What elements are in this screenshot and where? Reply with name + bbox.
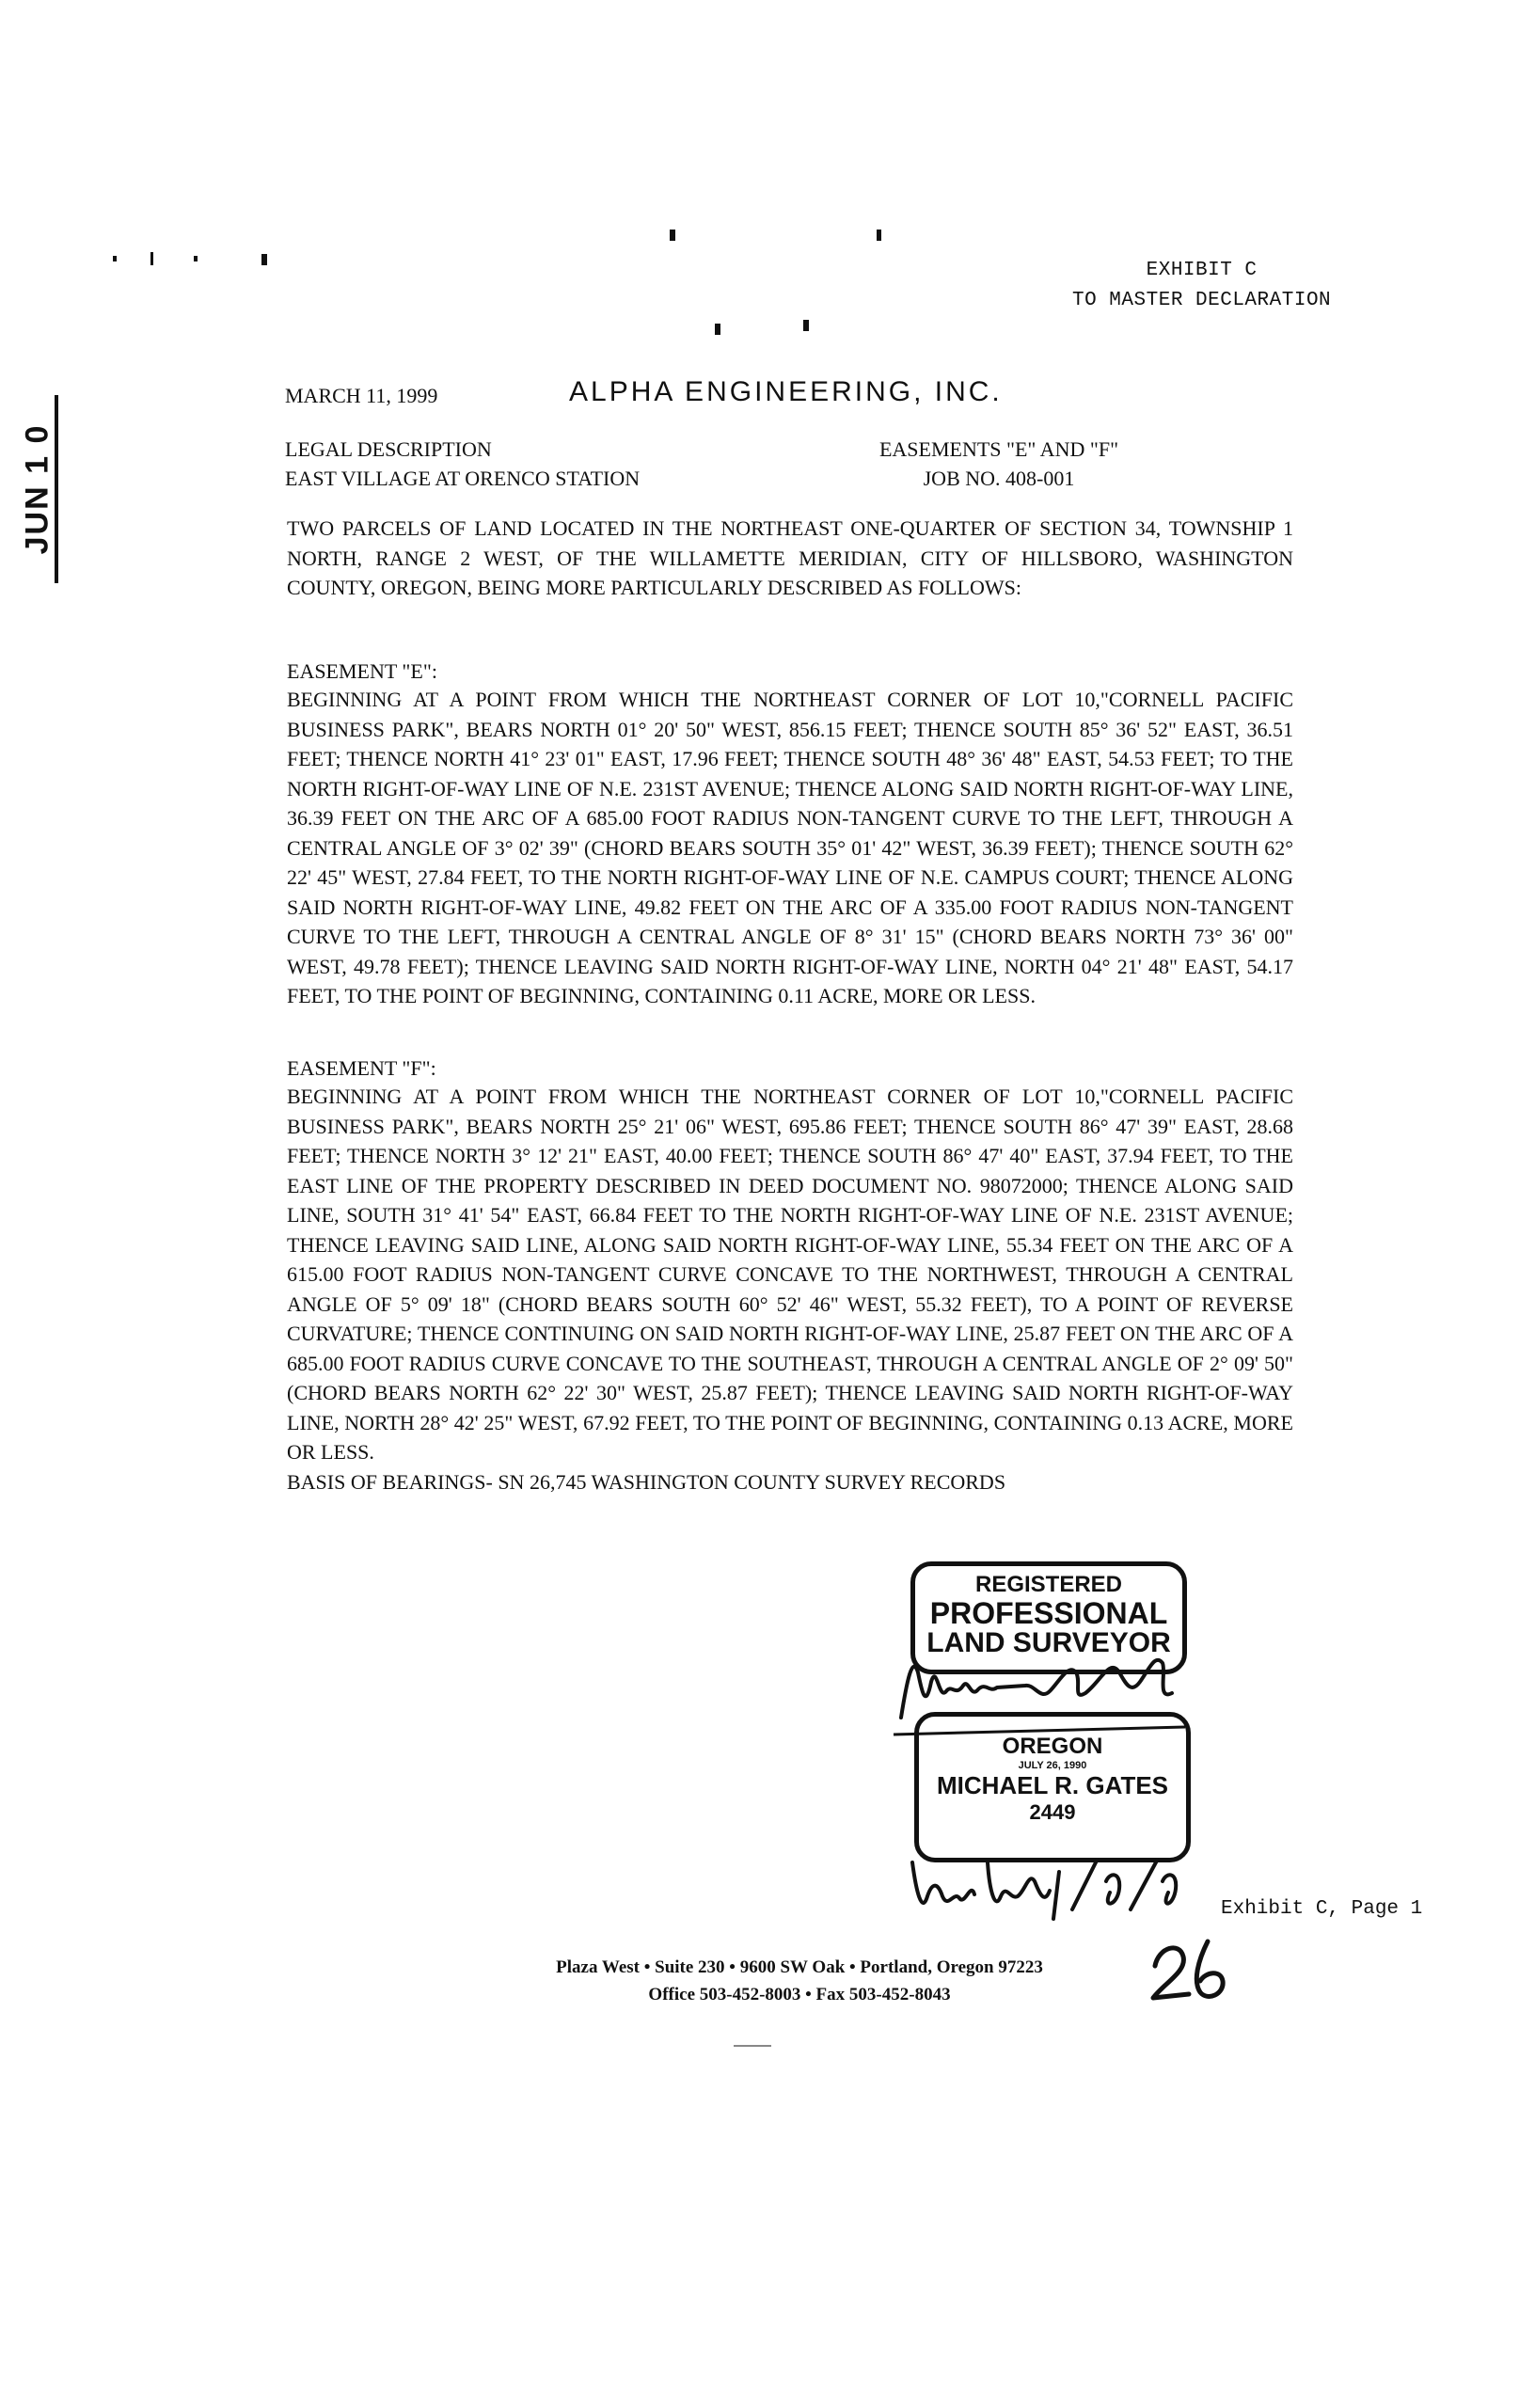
meta-right-line: JOB NO. 408-001 bbox=[923, 467, 1075, 490]
easement-job-block bbox=[844, 435, 1154, 493]
received-stamp bbox=[0, 395, 75, 583]
seal-state: OREGON bbox=[1002, 1734, 1103, 1759]
easement-e-paragraph bbox=[287, 685, 1293, 1011]
scan-speck bbox=[670, 230, 675, 241]
seal-number: 2449 bbox=[1029, 1800, 1076, 1824]
company-name: ALPHA ENGINEERING, INC. bbox=[569, 376, 1003, 407]
surveyor-signature bbox=[884, 1644, 1195, 1738]
seal-registered: REGISTERED bbox=[974, 1572, 1123, 1597]
footer-phone-line: Office 503-452-8003 • Fax 503-452-8043 bbox=[648, 1985, 951, 2004]
scan-speck bbox=[150, 252, 153, 265]
footer-address-line: Plaza West • Suite 230 • 9600 SW Oak • Portland, Oregon 97223 bbox=[556, 1957, 1043, 1977]
easement-e-heading bbox=[287, 657, 1293, 687]
scan-speck bbox=[113, 256, 117, 261]
scan-speck bbox=[194, 256, 198, 261]
intro-text: TWO PARCELS OF LAND LOCATED IN THE NORTHEAST ONE-QUARTER OF SECTION 34, TOWNSHIP 1 NORTH, RANGE 2 WEST, OF THE WILLAMETTE MERIDIAN, CITY OF HILLSBORO, WASHINGTON COUNTY, OREGON, BEING MORE PARTICULARLY DESCRIBED AS FOLLOWS: bbox=[287, 516, 1293, 599]
page-label: Exhibit C, Page 1 bbox=[1221, 1898, 1423, 1920]
received-stamp-text: JUN 1 0 bbox=[19, 423, 55, 555]
meta-left-line: LEGAL DESCRIPTION bbox=[285, 437, 492, 461]
easement-e-text: BEGINNING AT A POINT FROM WHICH THE NORTHEAST CORNER OF LOT 10,"CORNELL PACIFIC BUSINESS PARK", BEARS NORTH 01° 20' 50" WEST, 856.15 FEET; THENCE SOUTH 85° 36' 52" EAST, 36.51 FEET; THENCE NORTH 41° 23' 01" EAST, 17.96 FEET; THENCE SOUTH 48° 36' 48" EAST, 54.53 FEET; TO THE NORTH RIGHT-OF-WAY LINE OF N.E. 231ST AVENUE; THENCE ALONG SAID NORTH RIGHT-OF-WAY LINE, 36.39 FEET ON THE ARC OF A 685.00 FOOT RADIUS NON-TANGENT CURVE TO THE LEFT, THROUGH A CENTRAL ANGLE OF 3° 02' 39" (CHORD BEARS SOUTH 35° 01' 42" WEST, 36.39 FEET); THENCE SOUTH 62° 22' 45" WEST, 27.84 FEET, TO THE NORTH RIGHT-OF-WAY LINE OF N.E. CAMPUS COURT; THENCE ALONG SAID NORTH RIGHT-OF-WAY LINE, 49.82 FEET ON THE ARC OF A 335.00 FOOT RADIUS NON-TANGENT CURVE TO THE LEFT, THROUGH A CENTRAL ANGLE OF 8° 31' 15" (CHORD BEARS NORTH 73° 36' 00" WEST, 49.78 FEET); THENCE LEAVING SAID NORTH RIGHT-OF-WAY LINE, NORTH 04° 21' 48" EAST, 54.17 FEET, TO THE POINT OF BEGINNING, CONTAINING 0.11 ACRE, MORE OR LESS. bbox=[287, 688, 1293, 1007]
seal-date: JULY 26, 1990 bbox=[1018, 1760, 1087, 1771]
company-address-footer bbox=[489, 1954, 1110, 2008]
meta-right-line: EASEMENTS "E" AND "F" bbox=[878, 437, 1119, 461]
exhibit-label: EXHIBIT C bbox=[1146, 260, 1258, 281]
received-stamp-rule bbox=[55, 395, 58, 583]
basis-of-bearings bbox=[287, 1467, 1293, 1497]
exhibit-subtitle: TO MASTER DECLARATION bbox=[1072, 290, 1332, 311]
basis-text: BASIS OF BEARINGS- SN 26,745 WASHINGTON COUNTY SURVEY RECORDS bbox=[287, 1470, 1006, 1494]
valid-until-handwriting bbox=[884, 1844, 1195, 1928]
easement-e-title: EASEMENT "E": bbox=[287, 659, 437, 683]
easement-f-paragraph bbox=[287, 1082, 1293, 1467]
easement-f-text: BEGINNING AT A POINT FROM WHICH THE NORTHEAST CORNER OF LOT 10,"CORNELL PACIFIC BUSINESS PARK", BEARS NORTH 25° 21' 06" WEST, 695.86 FEET; THENCE SOUTH 86° 47' 39" EAST, 28.68 FEET; THENCE NORTH 3° 12' 21" EAST, 40.00 FEET; THENCE SOUTH 86° 47' 40" EAST, 37.94 FEET, TO THE EAST LINE OF THE PROPERTY DESCRIBED IN DEED DOCUMENT NO. 98072000; THENCE ALONG SAID LINE, SOUTH 31° 41' 54" EAST, 66.84 FEET TO THE NORTH RIGHT-OF-WAY LINE OF N.E. 231ST AVENUE; THENCE LEAVING SAID LINE, ALONG SAID NORTH RIGHT-OF-WAY LINE, 55.34 FEET ON THE ARC OF A 615.00 FOOT RADIUS NON-TANGENT CURVE CONCAVE TO THE NORTHWEST, THROUGH A CENTRAL ANGLE OF 5° 09' 18" (CHORD BEARS SOUTH 60° 52' 46" WEST, 55.32 FEET), TO A POINT OF REVERSE CURVATURE; THENCE CONTINUING ON SAID NORTH RIGHT-OF-WAY LINE, 25.87 FEET ON THE ARC OF A 685.00 FOOT RADIUS CURVE CONCAVE TO THE SOUTHEAST, THROUGH A CENTRAL ANGLE OF 2° 09' 50" (CHORD BEARS NORTH 62° 22' 30" WEST, 25.87 FEET); THENCE LEAVING SAID NORTH RIGHT-OF-WAY LINE, NORTH 28° 42' 25" WEST, 67.92 FEET, TO THE POINT OF BEGINNING, CONTAINING 0.13 ACRE, MORE OR LESS. bbox=[287, 1085, 1293, 1464]
meta-left-line: EAST VILLAGE AT ORENCO STATION bbox=[285, 467, 641, 490]
surveyor-seal bbox=[894, 1561, 1204, 1956]
intro-paragraph bbox=[287, 514, 1293, 603]
handwritten-page-number bbox=[1146, 1928, 1249, 2004]
seal-professional: PROFESSIONAL bbox=[929, 1596, 1168, 1630]
scan-speck bbox=[803, 320, 809, 331]
scan-speck bbox=[715, 324, 720, 335]
scan-speck bbox=[734, 2045, 771, 2047]
document-date: MARCH 11, 1999 bbox=[285, 384, 438, 407]
scan-speck bbox=[877, 230, 881, 241]
easement-f-title: EASEMENT "F": bbox=[287, 1056, 436, 1080]
seal-name: MICHAEL R. GATES bbox=[936, 1771, 1169, 1799]
easement-f-heading bbox=[287, 1054, 1293, 1084]
seal-land-surveyor: LAND SURVEYOR bbox=[926, 1627, 1171, 1658]
scan-speck bbox=[261, 254, 267, 265]
exhibit-header bbox=[1072, 256, 1331, 316]
legal-description-block bbox=[285, 435, 640, 493]
